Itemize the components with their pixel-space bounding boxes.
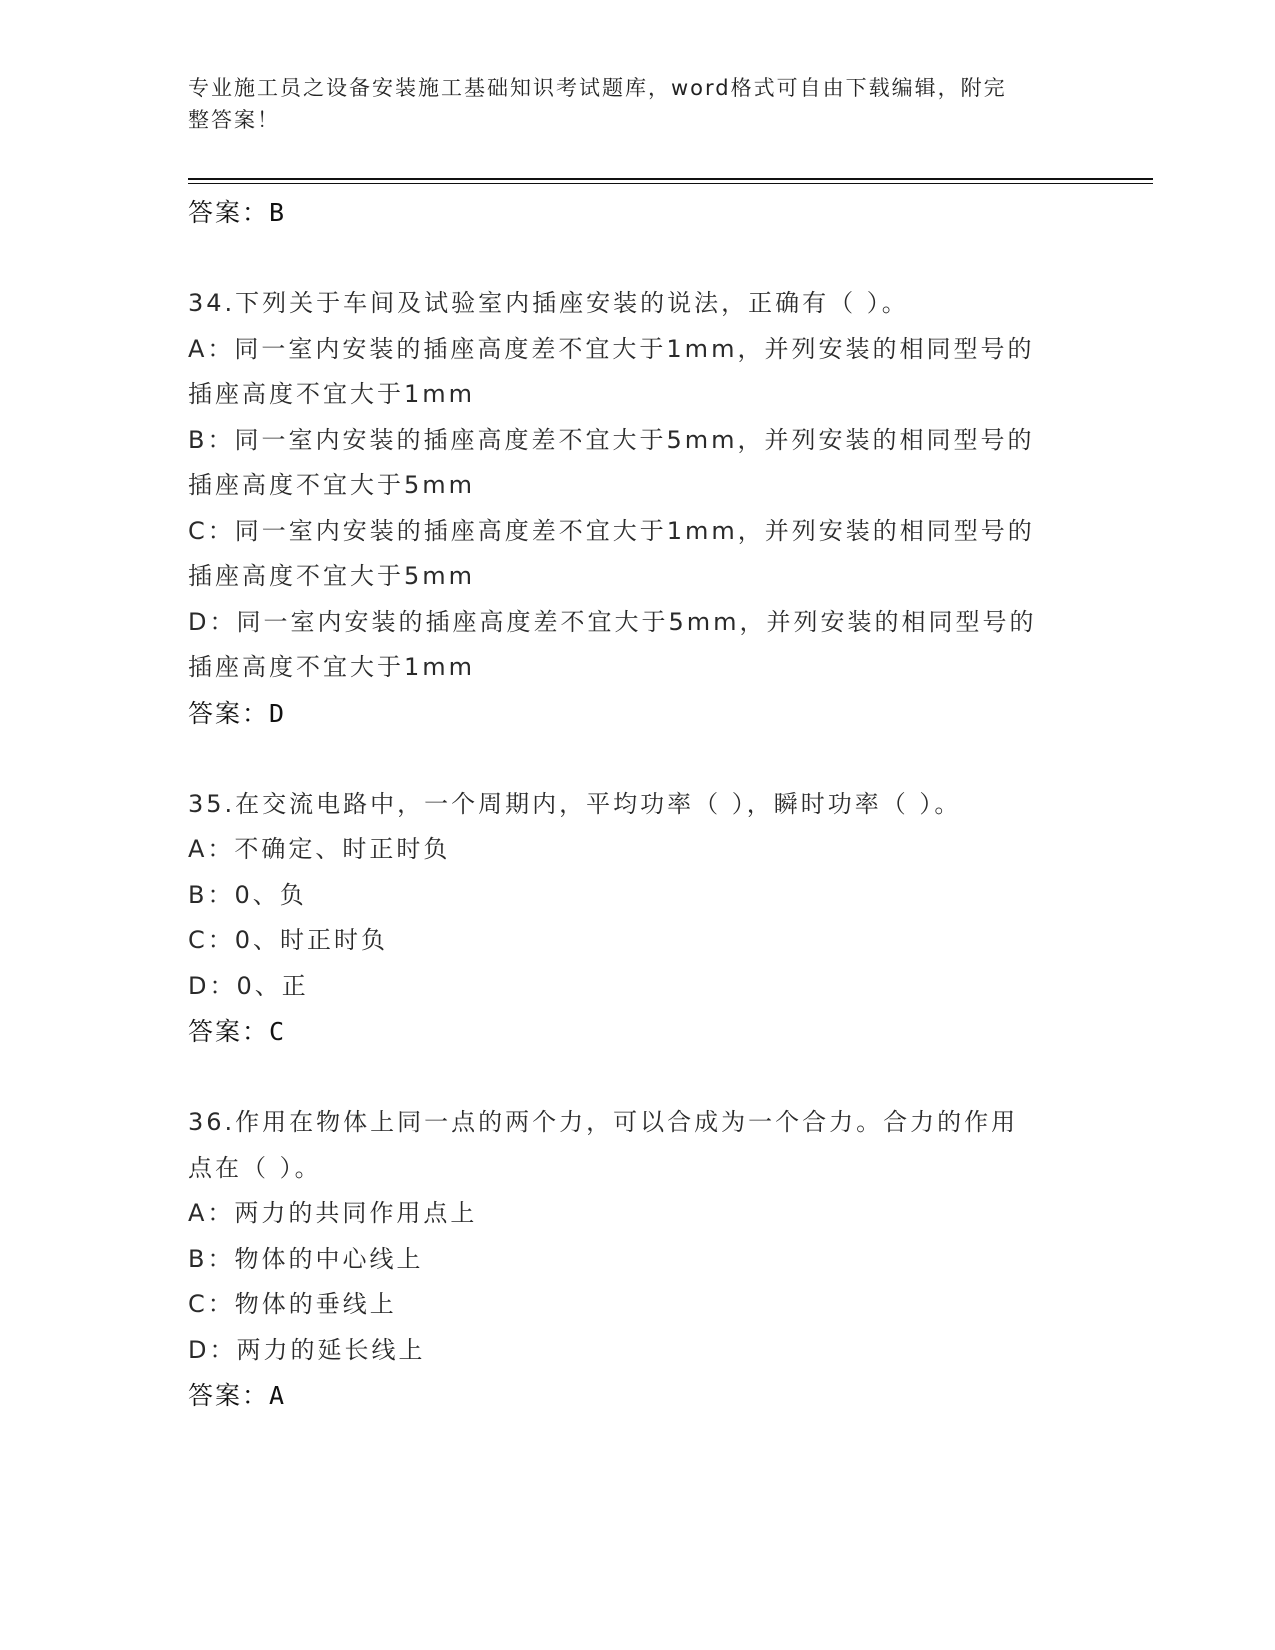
question-answer <box>188 1009 1088 1055</box>
question-34 <box>188 281 1088 736</box>
question-stem-line-2: 点在（ ）。 <box>188 1153 322 1182</box>
answer-label: 答案： <box>188 1381 270 1410</box>
option-a-line-2: 插座高度不宜大于1mm <box>188 380 476 408</box>
spacer <box>188 236 1088 282</box>
option-a: A：两力的共同作用点上 <box>188 1199 478 1227</box>
question-stem-line-1: 36.作用在物体上同一点的两个力，可以合成为一个合力。合力的作用 <box>188 1108 1019 1136</box>
answer-value: B <box>269 198 286 227</box>
question-list <box>188 190 1088 1419</box>
spacer <box>188 1055 1088 1101</box>
option-c: C：0、时正时负 <box>188 926 389 954</box>
option-d-line-1: D：同一室内安装的插座高度差不宜大于5mm，并列安装的相同型号的 <box>188 607 1037 636</box>
header-title-line-1: 专业施工员之设备安装施工基础知识考试题库，word格式可自由下载编辑，附完 <box>188 76 1007 100</box>
option-d: D：0、正 <box>188 971 309 1000</box>
question-answer <box>188 691 1088 737</box>
option-a: A：不确定、时正时负 <box>188 835 451 863</box>
header-divider-thick <box>188 178 1153 180</box>
answer-label: 答案： <box>188 198 270 227</box>
option-b: B：0、负 <box>188 880 307 909</box>
question-36 <box>188 1100 1088 1419</box>
option-a-line-1: A：同一室内安装的插座高度差不宜大于1mm，并列安装的相同型号的 <box>188 334 1035 363</box>
header-title-line-2: 整答案！ <box>188 108 280 132</box>
answer-value: D <box>269 698 286 728</box>
document-header <box>188 72 1068 136</box>
previous-answer <box>188 190 1088 236</box>
option-b: B：物体的中心线上 <box>188 1244 424 1273</box>
answer-value: C <box>269 1017 286 1046</box>
option-b-line-2: 插座高度不宜大于5mm <box>188 471 476 499</box>
question-stem: 34.下列关于车间及试验室内插座安装的说法，正确有（ ）。 <box>188 289 909 317</box>
question-35 <box>188 782 1088 1055</box>
option-c: C：物体的垂线上 <box>188 1290 397 1318</box>
option-d-line-2: 插座高度不宜大于1mm <box>188 653 476 681</box>
answer-value: A <box>269 1381 286 1410</box>
answer-label: 答案： <box>188 1017 270 1046</box>
option-c-line-1: C：同一室内安装的插座高度差不宜大于1mm，并列安装的相同型号的 <box>188 516 1035 545</box>
option-c-line-2: 插座高度不宜大于5mm <box>188 562 476 590</box>
spacer <box>188 736 1088 782</box>
option-d: D：两力的延长线上 <box>188 1335 426 1364</box>
question-answer <box>188 1373 1088 1419</box>
answer-label: 答案： <box>188 698 270 728</box>
option-b-line-1: B：同一室内安装的插座高度差不宜大于5mm，并列安装的相同型号的 <box>188 425 1035 454</box>
header-divider-thin <box>188 183 1153 184</box>
question-stem: 35.在交流电路中，一个周期内，平均功率（ ），瞬时功率（ ）。 <box>188 789 962 818</box>
